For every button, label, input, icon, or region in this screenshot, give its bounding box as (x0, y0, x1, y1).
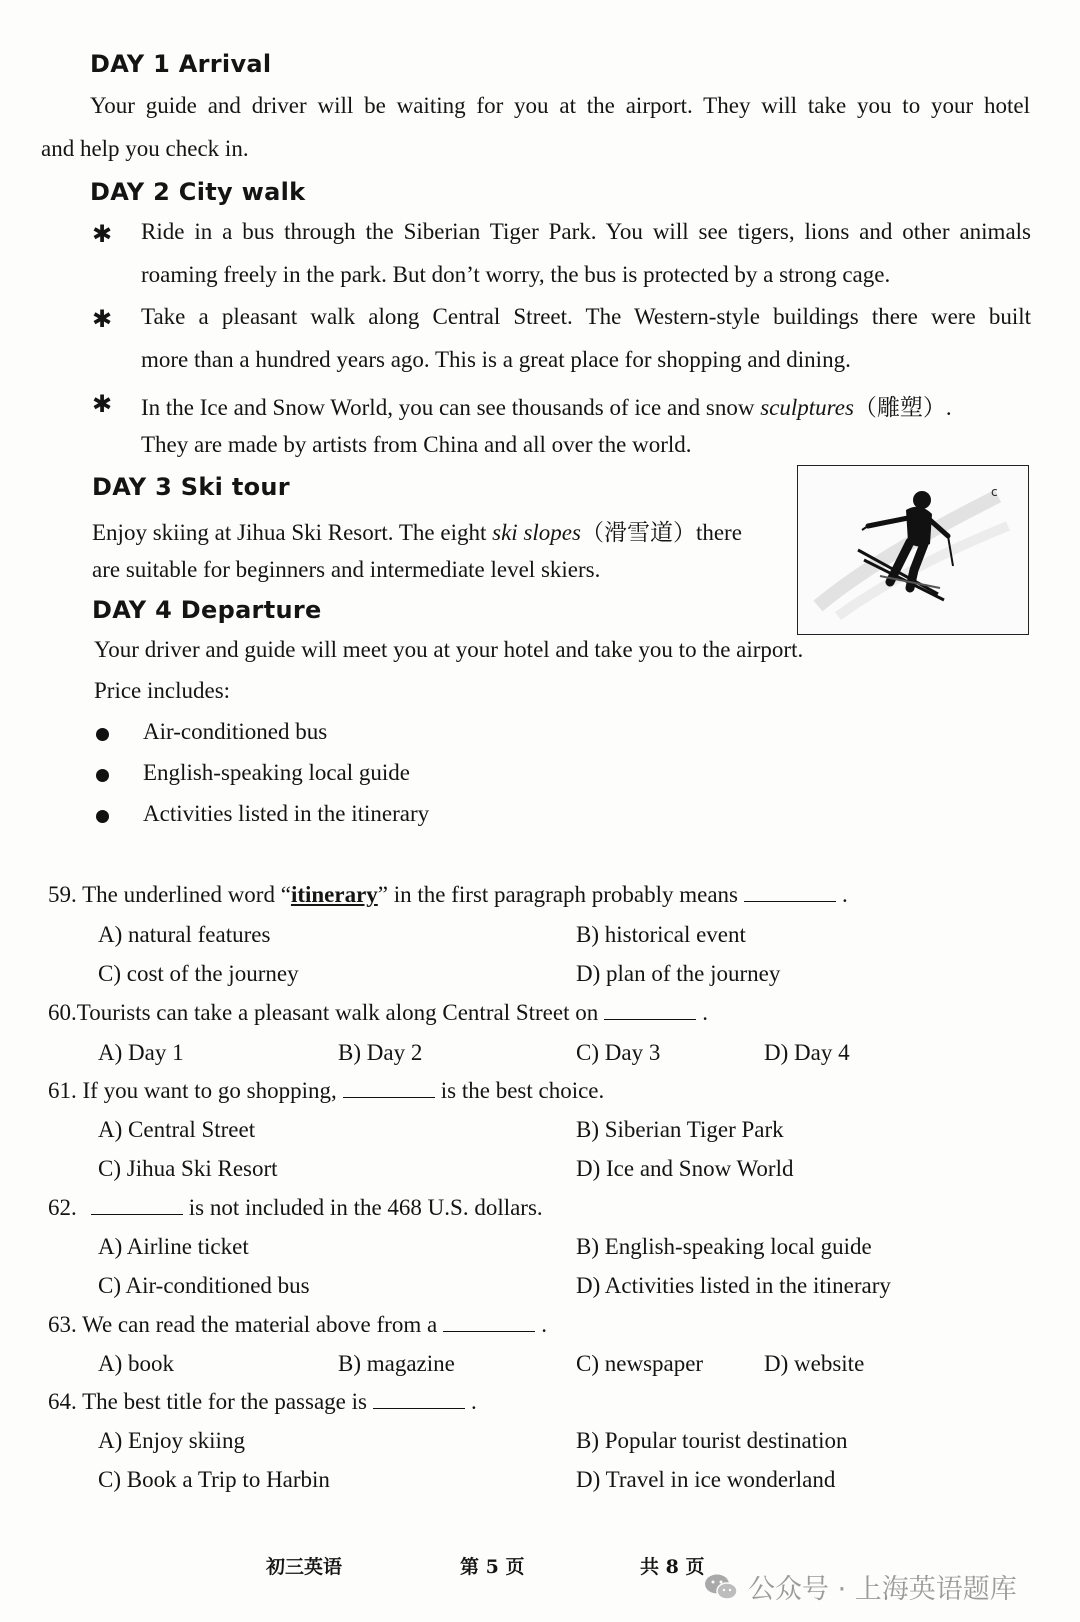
day2-bullet2-line1: Take a pleasant walk along Central Street. The Western-style buildings there were built (141, 304, 1031, 329)
day2-bullet3-line2: They are made by artists from China and all over the world. (141, 432, 692, 457)
day3-heading: DAY 3 Ski tour (92, 473, 290, 501)
q64-option-d[interactable]: D) Travel in ice wonderland (576, 1467, 836, 1492)
day2-bullet1-line2: roaming freely in the park. But don’t worry, the bus is protected by a strong cage. (141, 262, 891, 287)
q59-option-d[interactable]: D) plan of the journey (576, 961, 781, 986)
q62-number: 62. (48, 1195, 77, 1220)
svg-text:c: c (991, 485, 998, 499)
question-64 (48, 1389, 477, 1415)
price-item: English-speaking local guide (143, 760, 410, 785)
q60-option-b[interactable]: B) Day 2 (338, 1040, 423, 1065)
day3-line1 (92, 514, 742, 547)
q60-stem: 60.Tourists can take a pleasant walk along Central Street on (48, 1000, 599, 1025)
ski-slopes-chinese: （滑雪道）there (580, 520, 742, 545)
question-63 (48, 1312, 547, 1338)
ski-slopes-term: ski slopes (492, 520, 581, 545)
sculptures-term: sculptures (760, 395, 854, 420)
day1-line2: and help you check in. (41, 136, 249, 161)
q59-stem-end: ” in the first paragraph probably means (377, 882, 739, 907)
q62-option-b[interactable]: B) English-speaking local guide (576, 1234, 872, 1259)
dot-bullet-icon (96, 769, 109, 782)
q61-option-b[interactable]: B) Siberian Tiger Park (576, 1117, 784, 1142)
footer-total-pages: 共 8 页 (640, 1556, 705, 1578)
q59-stem-start: 59. The underlined word “ (48, 882, 291, 907)
q63-option-b[interactable]: B) magazine (338, 1351, 455, 1376)
sculptures-chinese: （雕塑）. (853, 395, 952, 420)
question-62 (48, 1195, 543, 1221)
footer-page-number: 第 5 页 (460, 1556, 525, 1578)
q63-stem: 63. We can read the material above from a (48, 1312, 438, 1337)
watermark-text: 公众号 · 上海英语题库 (748, 1574, 1017, 1605)
q60-period: . (702, 1000, 708, 1025)
q59-period: . (842, 882, 848, 907)
question-61 (48, 1078, 604, 1104)
day3-text: Enjoy skiing at Jihua Ski Resort. The eight (92, 520, 487, 545)
day2-heading: DAY 2 City walk (90, 178, 306, 206)
answer-blank[interactable] (744, 883, 836, 902)
price-includes-label: Price includes: (94, 678, 231, 703)
q63-option-d[interactable]: D) website (764, 1351, 865, 1376)
q61-option-c[interactable]: C) Jihua Ski Resort (98, 1156, 278, 1181)
q63-period: . (541, 1312, 547, 1337)
q59-option-c[interactable]: C) cost of the journey (98, 961, 299, 986)
itinerary-underlined-word: itinerary (290, 882, 378, 907)
day2-bullet2-line2: more than a hundred years ago. This is a great place for shopping and dining. (141, 347, 851, 372)
star-bullet-icon: ✱ (92, 390, 113, 418)
answer-blank[interactable] (373, 1390, 465, 1409)
question-59 (48, 882, 848, 908)
star-bullet-icon: ✱ (92, 305, 113, 333)
price-item: Air-conditioned bus (143, 719, 328, 744)
q63-option-c[interactable]: C) newspaper (576, 1351, 704, 1376)
skier-icon (798, 466, 1028, 634)
answer-blank[interactable] (443, 1313, 535, 1332)
day2-bullet1-line1: Ride in a bus through the Siberian Tiger Park. You will see tigers, lions and other animals (141, 219, 1031, 244)
q62-option-a[interactable]: A) Airline ticket (98, 1234, 249, 1259)
price-item: Activities listed in the itinerary (143, 801, 430, 826)
q62-option-c[interactable]: C) Air-conditioned bus (98, 1273, 310, 1298)
q64-period: . (470, 1389, 477, 1414)
q60-option-a[interactable]: A) Day 1 (98, 1040, 184, 1065)
dot-bullet-icon (96, 728, 109, 741)
q64-option-a[interactable]: A) Enjoy skiing (98, 1428, 245, 1453)
q62-stem: is not included in the 468 U.S. dollars. (188, 1195, 543, 1220)
q59-option-b[interactable]: B) historical event (576, 922, 746, 947)
question-60 (48, 1000, 708, 1026)
day1-heading: DAY 1 Arrival (90, 50, 272, 78)
answer-blank[interactable] (604, 1001, 696, 1020)
q61-stem-start: 61. If you want to go shopping, (48, 1078, 337, 1103)
wechat-icon (704, 1573, 738, 1601)
q59-option-a[interactable]: A) natural features (98, 922, 271, 947)
star-bullet-icon: ✱ (92, 220, 113, 248)
watermark (704, 1567, 1017, 1606)
day4-line1: Your driver and guide will meet you at your hotel and take you to the airport. (94, 637, 804, 662)
q61-option-d[interactable]: D) Ice and Snow World (576, 1156, 794, 1181)
day3-line2: are suitable for beginners and intermediate level skiers. (92, 557, 601, 582)
day2-bullet3-line1 (141, 389, 952, 422)
q62-option-d[interactable]: D) Activities listed in the itinerary (576, 1273, 891, 1298)
q64-stem: 64. The best title for the passage is (48, 1389, 367, 1414)
answer-blank[interactable] (91, 1196, 183, 1215)
day2-bullet3-text: In the Ice and Snow World, you can see thousands of ice and snow (141, 395, 755, 420)
skier-image (797, 465, 1029, 635)
q61-stem-end: is the best choice. (440, 1078, 605, 1103)
q61-option-a[interactable]: A) Central Street (98, 1117, 256, 1142)
dot-bullet-icon (96, 810, 109, 823)
q60-option-d[interactable]: D) Day 4 (764, 1040, 850, 1065)
day1-line1: Your guide and driver will be waiting for you at the airport. They will take you to your hotel (90, 93, 1030, 118)
day4-heading: DAY 4 Departure (92, 596, 322, 624)
q64-option-c[interactable]: C) Book a Trip to Harbin (98, 1467, 330, 1492)
footer-subject: 初三英语 (266, 1556, 343, 1578)
q60-option-c[interactable]: C) Day 3 (576, 1040, 661, 1065)
q63-option-a[interactable]: A) book (98, 1351, 175, 1376)
q64-option-b[interactable]: B) Popular tourist destination (576, 1428, 848, 1453)
answer-blank[interactable] (343, 1079, 435, 1098)
